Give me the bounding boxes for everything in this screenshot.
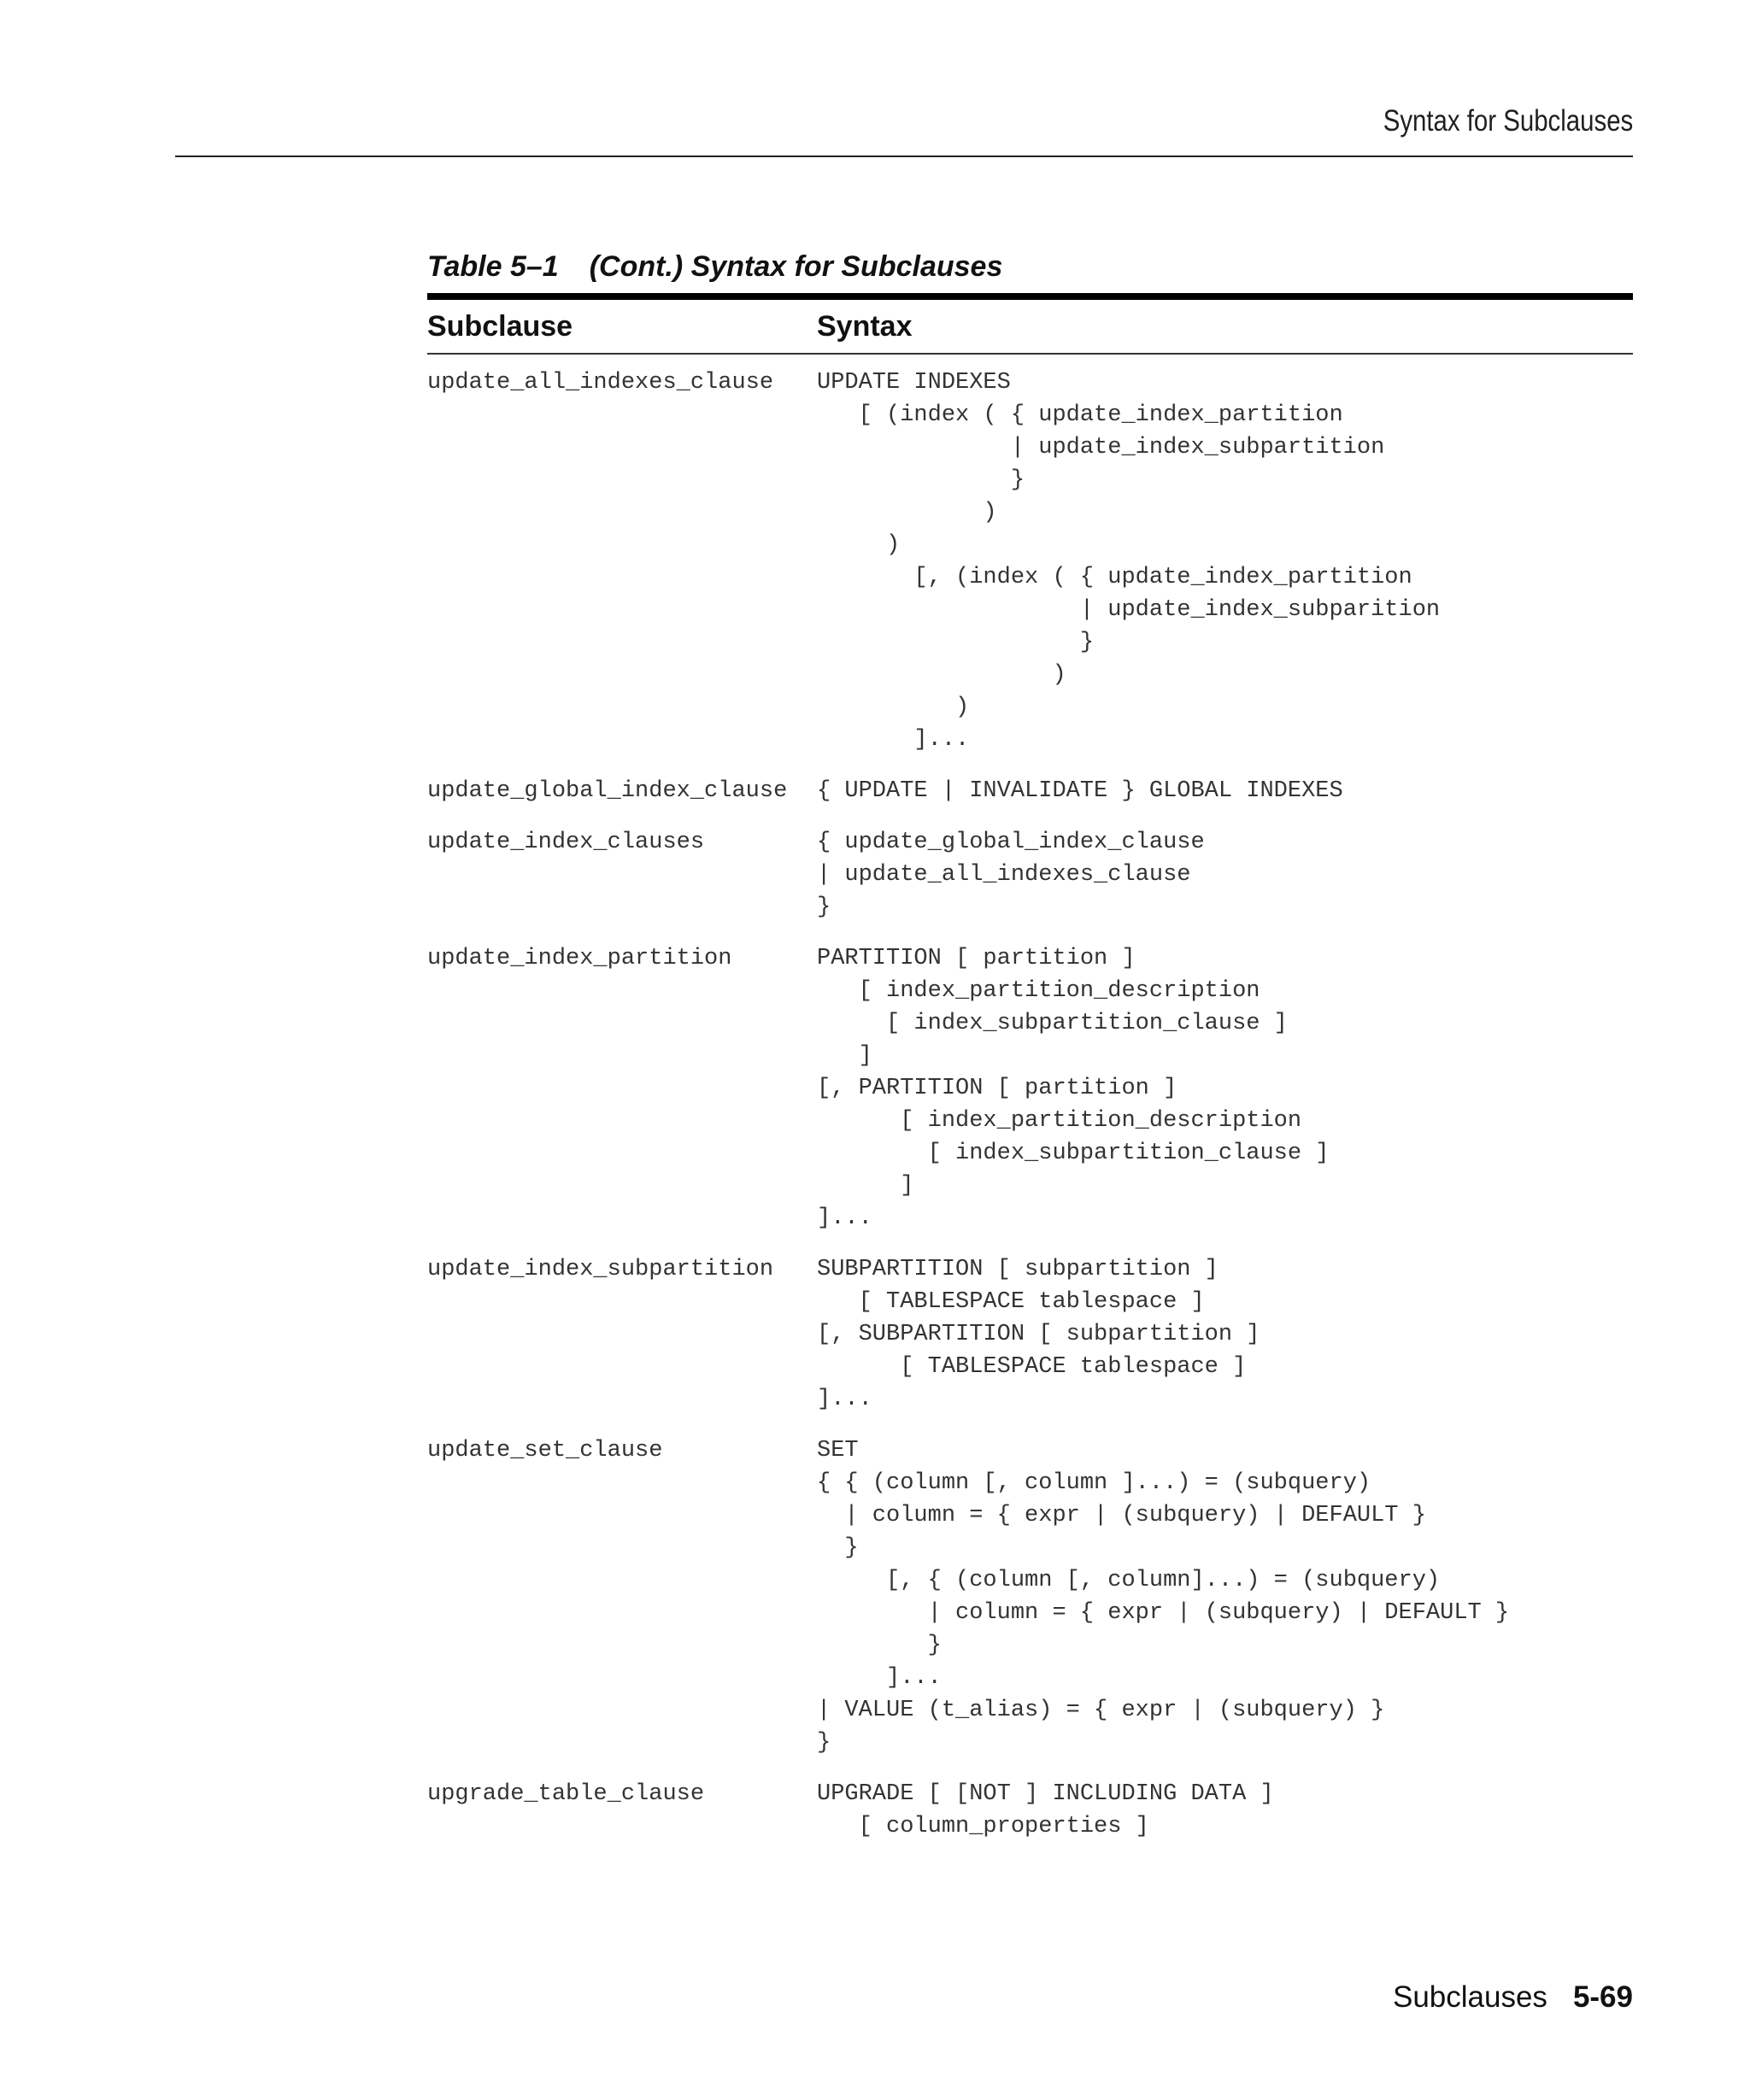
syntax-line: } xyxy=(817,630,1095,655)
syntax-line: ] xyxy=(817,1173,914,1199)
subclause-name: update_global_index_clause xyxy=(427,778,788,804)
syntax-line: [ index_subpartition_clause ] xyxy=(817,1011,1288,1036)
syntax-line: [, (index ( { update_index_partition xyxy=(817,565,1412,590)
syntax-line: UPGRADE [ [NOT ] INCLUDING DATA ] xyxy=(817,1781,1274,1807)
subclause-name: update_all_indexes_clause xyxy=(427,370,774,396)
syntax-line: ]... xyxy=(817,1665,942,1691)
subclause-name: update_index_subpartition xyxy=(427,1257,774,1282)
syntax-line: SUBPARTITION [ subpartition ] xyxy=(817,1257,1219,1282)
footer-section: Subclauses xyxy=(1392,1980,1547,2014)
subclause-name: update_index_clauses xyxy=(427,830,705,855)
syntax-line: [ index_partition_description xyxy=(817,978,1260,1004)
table-body xyxy=(427,355,1633,1843)
subclause-name: upgrade_table_clause xyxy=(427,1781,705,1807)
table-header-row xyxy=(427,300,1633,353)
table-top-rule xyxy=(427,293,1633,300)
syntax-line: | VALUE (t_alias) = { expr | (subquery) } xyxy=(817,1698,1385,1723)
table-row xyxy=(427,367,1633,756)
syntax-line: [ column_properties ] xyxy=(817,1814,1149,1839)
table-caption-title: (Cont.) Syntax for Subclauses xyxy=(589,250,1003,283)
syntax-cell xyxy=(817,1253,1633,1416)
table-row xyxy=(427,942,1633,1235)
page-footer xyxy=(1393,1980,1633,2015)
syntax-line: | update_index_subparition xyxy=(817,597,1441,623)
syntax-line: [, { (column [, column]...) = (subquery) xyxy=(817,1568,1441,1593)
syntax-cell xyxy=(817,1778,1633,1843)
running-header: Syntax for Subclauses xyxy=(1383,104,1633,138)
table-row xyxy=(427,826,1633,924)
syntax-line: [, PARTITION [ partition ] xyxy=(817,1076,1177,1101)
syntax-cell xyxy=(817,775,1633,807)
syntax-line: [ index_subpartition_clause ] xyxy=(817,1141,1330,1166)
table-row xyxy=(427,1253,1633,1416)
header-rule xyxy=(175,155,1633,157)
syntax-line: { update_global_index_clause xyxy=(817,830,1205,855)
table-row xyxy=(427,1778,1633,1843)
syntax-line: [ TABLESPACE tablespace ] xyxy=(817,1354,1247,1380)
syntax-line: PARTITION [ partition ] xyxy=(817,946,1136,971)
syntax-line: ) xyxy=(817,532,901,558)
syntax-line: ]... xyxy=(817,1205,872,1231)
syntax-line: [ (index ( { update_index_partition xyxy=(817,402,1343,428)
syntax-line: | update_index_subpartition xyxy=(817,435,1385,460)
syntax-line: ) xyxy=(817,500,997,525)
syntax-line: } xyxy=(817,895,831,920)
syntax-cell xyxy=(817,367,1633,756)
syntax-line: | column = { expr | (subquery) | DEFAULT } xyxy=(817,1600,1510,1626)
subclause-name: update_set_clause xyxy=(427,1438,663,1464)
syntax-line: ]... xyxy=(817,727,970,753)
syntax-line: SET xyxy=(817,1438,859,1464)
table-caption-number: Table 5–1 xyxy=(427,250,559,283)
syntax-cell xyxy=(817,826,1633,924)
syntax-line: | update_all_indexes_clause xyxy=(817,862,1191,888)
page-number: 5-69 xyxy=(1572,1980,1633,2014)
syntax-table xyxy=(427,248,1633,1862)
syntax-cell xyxy=(817,1434,1633,1759)
table-row xyxy=(427,775,1633,807)
syntax-line: } xyxy=(817,467,1025,493)
syntax-line: { { (column [, column ]...) = (subquery) xyxy=(817,1470,1371,1496)
syntax-line: ] xyxy=(817,1043,872,1069)
syntax-line: [ TABLESPACE tablespace ] xyxy=(817,1289,1205,1315)
syntax-line: ) xyxy=(817,662,1066,688)
column-header-syntax: Syntax xyxy=(817,310,913,343)
syntax-cell xyxy=(817,942,1633,1235)
column-header-subclause: Subclause xyxy=(427,310,573,343)
syntax-line: [, SUBPARTITION [ subpartition ] xyxy=(817,1322,1260,1347)
syntax-line: } xyxy=(817,1535,859,1561)
syntax-line: } xyxy=(817,1633,942,1658)
syntax-line: [ index_partition_description xyxy=(817,1108,1302,1134)
syntax-line: } xyxy=(817,1730,831,1756)
table-row xyxy=(427,1434,1633,1759)
table-caption xyxy=(427,248,1633,285)
syntax-line: ) xyxy=(817,695,970,720)
syntax-line: ]... xyxy=(817,1387,872,1412)
subclause-name: update_index_partition xyxy=(427,946,732,971)
syntax-line: UPDATE INDEXES xyxy=(817,370,1011,396)
syntax-line: { UPDATE | INVALIDATE } GLOBAL INDEXES xyxy=(817,778,1343,804)
syntax-line: | column = { expr | (subquery) | DEFAULT } xyxy=(817,1503,1426,1528)
